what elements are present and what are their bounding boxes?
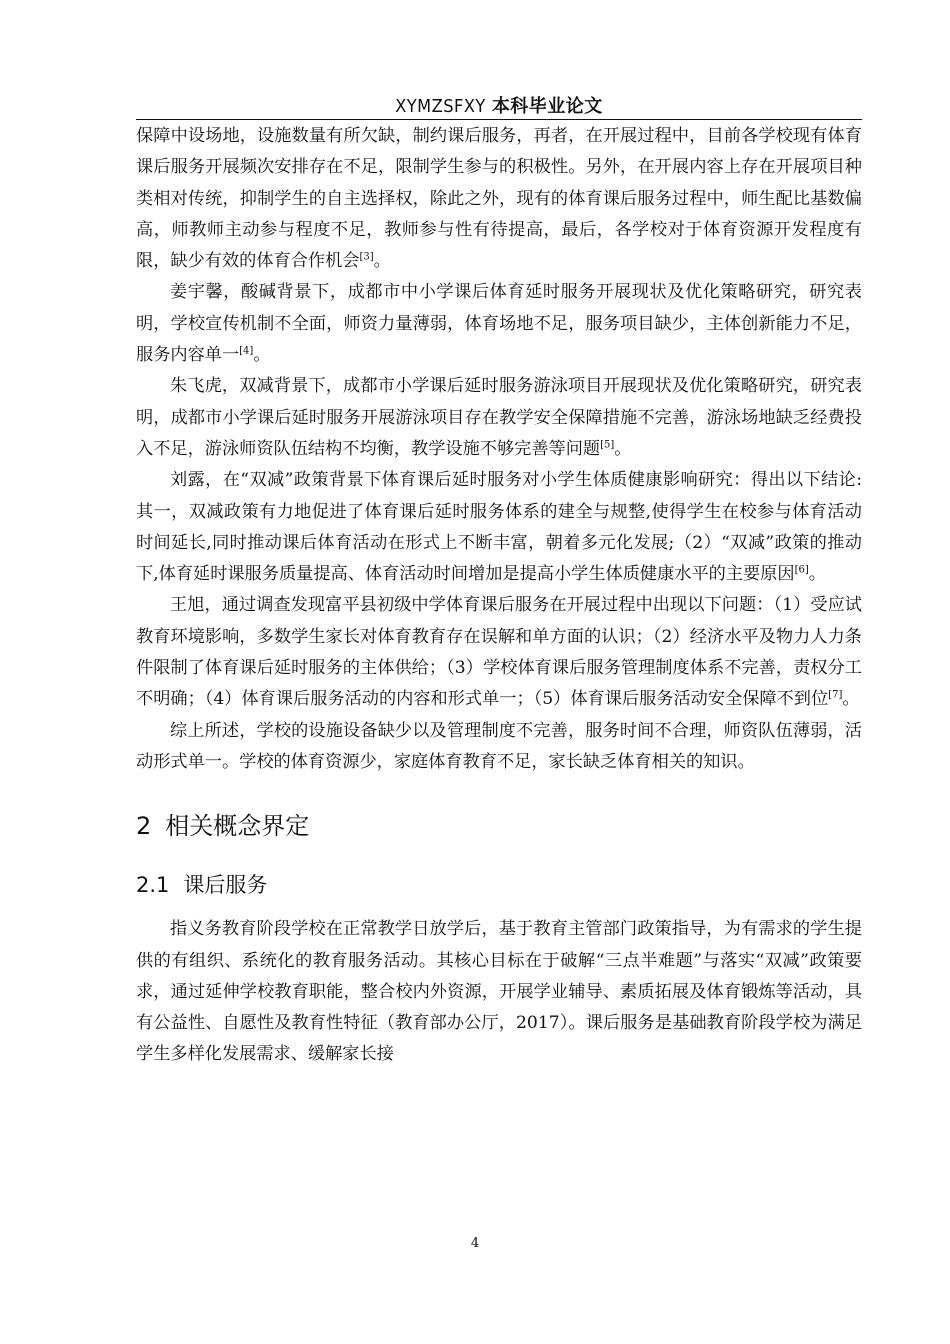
- page-body: [136, 121, 862, 1071]
- section-number: 2: [136, 812, 152, 841]
- subsection-heading: [136, 868, 862, 902]
- citation: [7]: [828, 689, 843, 701]
- header-code: XYMZSFXY: [395, 96, 486, 117]
- paragraph: 姜宇馨，酸碱背景下，成都市中小学课后体育延时服务开展现状及优化策略研究，研究表明，学校宣传机制不全面，师资力量薄弱，体育场地不足，服务项目缺少，主体创新能力不足，服务内容单一[4]。: [136, 282, 862, 366]
- paragraph: 综上所述，学校的设施设备缺少以及管理制度不完善，服务时间不合理，师资队伍薄弱，活动形式单一。学校的体育资源少，家庭体育教育不足，家长缺乏体育相关的知识。: [136, 720, 862, 772]
- page-number: 4: [470, 1236, 480, 1251]
- citation: [3]: [359, 251, 374, 263]
- subsection-number: 2.1: [136, 873, 170, 898]
- header-rule: [136, 119, 862, 120]
- citation: [4]: [239, 345, 254, 357]
- paragraph: 指义务教育阶段学校在正常教学日放学后，基于教育主管部门政策指导，为有需求的学生提供的有组织、系统化的教育服务活动。其核心目标在于破解“三点半难题”与落实“双减”政策要求，通过延伸学校教育职能，整合校内外资源，开展学业辅导、素质拓展及体育锻炼等活动，具有公益性、自愿性及教育性特征（教育部办公厅，2017）。课后服务是基础教育阶段学校为满足学生多样化发展需求、缓解家长接: [136, 919, 862, 1065]
- subsection-title: 课后服务: [183, 873, 268, 898]
- citation: [5]: [600, 439, 615, 451]
- header-title: 本科毕业论文: [491, 96, 603, 117]
- paragraph: 王旭，通过调查发现富平县初级中学体育课后服务在开展过程中出现以下问题：（1）受应试教育环境影响，多数学生家长对体育教育存在误解和单方面的认识；（2）经济水平及物力人力条件限制了体育课后延时服务的主体供给；（3）学校体育课后服务管理制度体系不完善，责权分工不明确；（4）体育课后服务活动的内容和形式单一；（5）体育课后服务活动安全保障不到位[7]。: [136, 595, 862, 710]
- citation: [6]: [794, 564, 809, 576]
- paragraph: 保障中设场地，设施数量有所欠缺，制约课后服务，再者，在开展过程中，目前各学校现有体育课后服务开展频次安排存在不足，限制学生参与的积极性。另外，在开展内容上存在开展项目种类相对传统，抑制学生的自主选择权，除此之外，现有的体育课后服务过程中，师生配比基数偏高，师教师主动参与程度不足，教师参与性有待提高，最后，各学校对于体育资源开发程度有限，缺少有效的体育合作机会[3]。: [136, 126, 862, 272]
- paragraph: 朱飞虎，双减背景下，成都市小学课后延时服务游泳项目开展现状及优化策略研究，研究表明，成都市小学课后延时服务开展游泳项目存在教学安全保障措施不完善，游泳场地缺乏经费投入不足，游泳师资队伍结构不均衡，教学设施不够完善等问题[5]。: [136, 376, 862, 459]
- paragraph: 刘露，在“双减”政策背景下体育课后延时服务对小学生体质健康影响研究：得出以下结论:其一，双减政策有力地促进了体育课后延时服务体系的建全与规整,使得学生在校参与体育活动时间延长,同时推动课后体育活动在形式上不断丰富，朝着多元化发展;（2）“双减”政策的推动下,体育延时课服务质量提高、体育活动时间增加是提高小学生体质健康水平的主要原因[6]。: [136, 470, 862, 585]
- section-heading: [136, 808, 862, 844]
- running-header: [136, 92, 862, 118]
- section-title: 相关概念界定: [165, 812, 310, 841]
